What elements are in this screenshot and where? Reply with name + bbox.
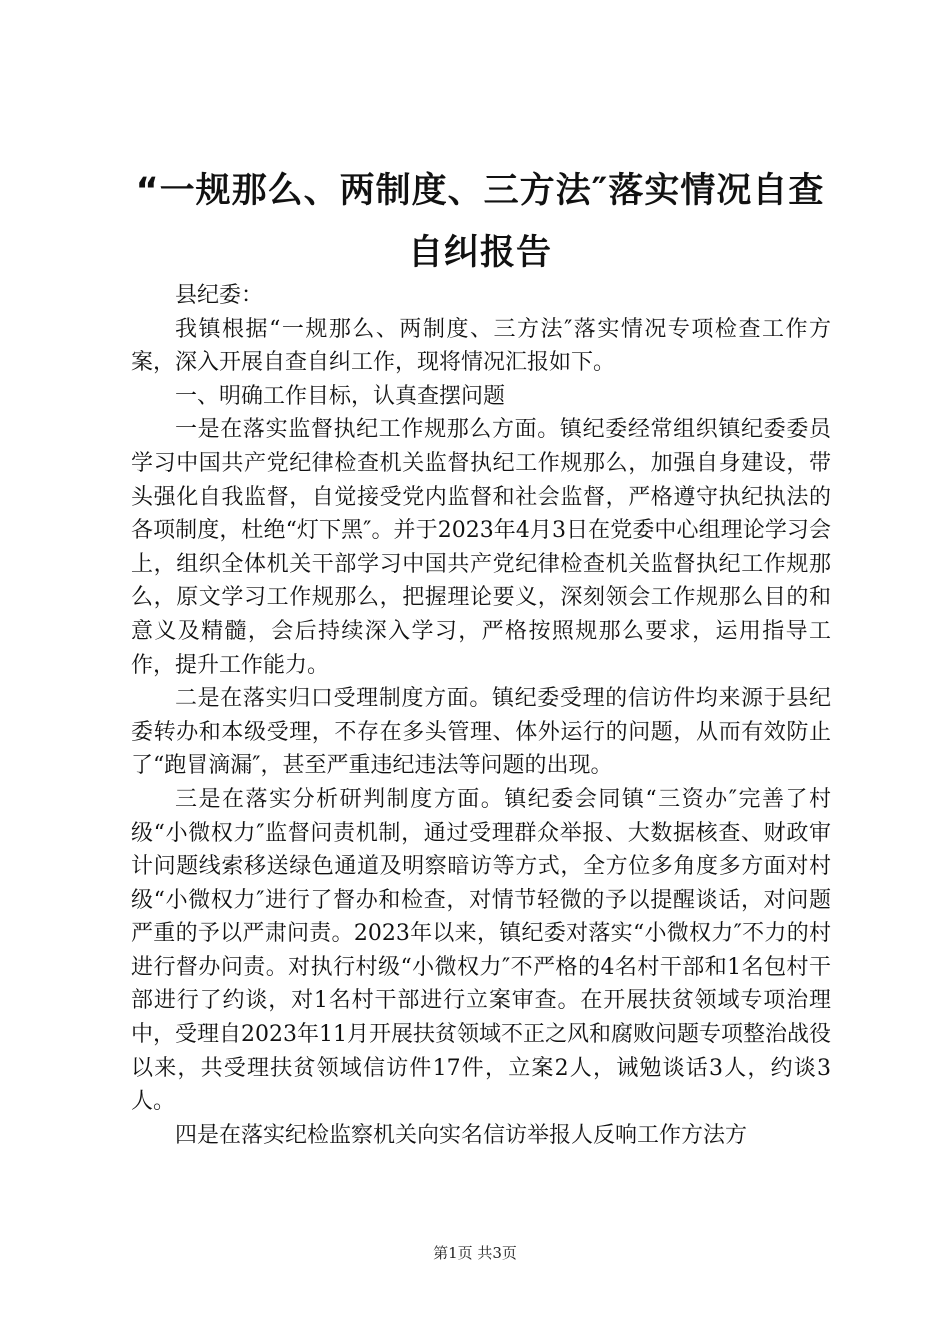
- title-line-2: 自纠报告: [407, 233, 552, 273]
- section-heading: 一、明确工作目标，认真查摆问题: [175, 383, 506, 409]
- document-title: [100, 160, 860, 284]
- paragraph-item-3: 三是在落实分析研判制度方面。镇纪委会同镇“三资办″完善了村级“小微权力″监督问责机制，通过受理群众举报、大数据核查、财政审计问题线索移送绿色通道及明察暗访等方式，全方位多角度多方面对村级“小微权力″进行了督办和检查，对情节轻微的予以提醒谈话，对问题严重的予以严肃问责。2023年以来，镇纪委对落实“小微权力″不力的村进行督办问责。对执行村级“小微权力″不严格的4名村干部和1名包村干部进行了约谈，对1名村干部进行立案审查。在开展扶贫领域专项治理中，受理自2023年11月开展扶贫领域不正之风和腐败问题专项整治战役以来，共受理扶贫领域信访件17件，立案2人，诫勉谈话3人，约谈3人。: [131, 786, 831, 1115]
- paragraph-item-2: 二是在落实归口受理制度方面。镇纪委受理的信访件均来源于县纪委转办和本级受理，不存在多头管理、体外运行的问题，从而有效防止了“跑冒滴漏″，甚至严重违纪违法等问题的出现。: [131, 686, 831, 779]
- paragraph-intro: 我镇根据“一规那么、两制度、三方法″落实情况专项检查工作方案，深入开展自查自纠工作，现将情况汇报如下。: [131, 316, 831, 376]
- paragraph-item-4: 四是在落实纪检监察机关向实名信访举报人反响工作方法方: [175, 1122, 748, 1148]
- page-footer: 第1页 共3页: [433, 1244, 517, 1262]
- title-line-1: “一规那么、两制度、三方法″落实情况自查: [135, 171, 825, 211]
- salutation: 县纪委：: [175, 283, 264, 308]
- document-body: [131, 279, 831, 1152]
- paragraph-item-1: 一是在落实监督执纪工作规那么方面。镇纪委经常组织镇纪委委员学习中国共产党纪律检查机关监督执纪工作规那么，加强自身建设，带头强化自我监督，自觉接受党内监督和社会监督，严格遵守执纪执法的各项制度，杜绝“灯下黑″。并于2023年4月3日在党委中心组理论学习会上，组织全体机关干部学习中国共产党纪律检查机关监督执纪工作规那么，原文学习工作规那么，把握理论要义，深刻领会工作规那么目的和意义及精髓，会后持续深入学习，严格按照规那么要求，运用指导工作，提升工作能力。: [131, 417, 831, 678]
